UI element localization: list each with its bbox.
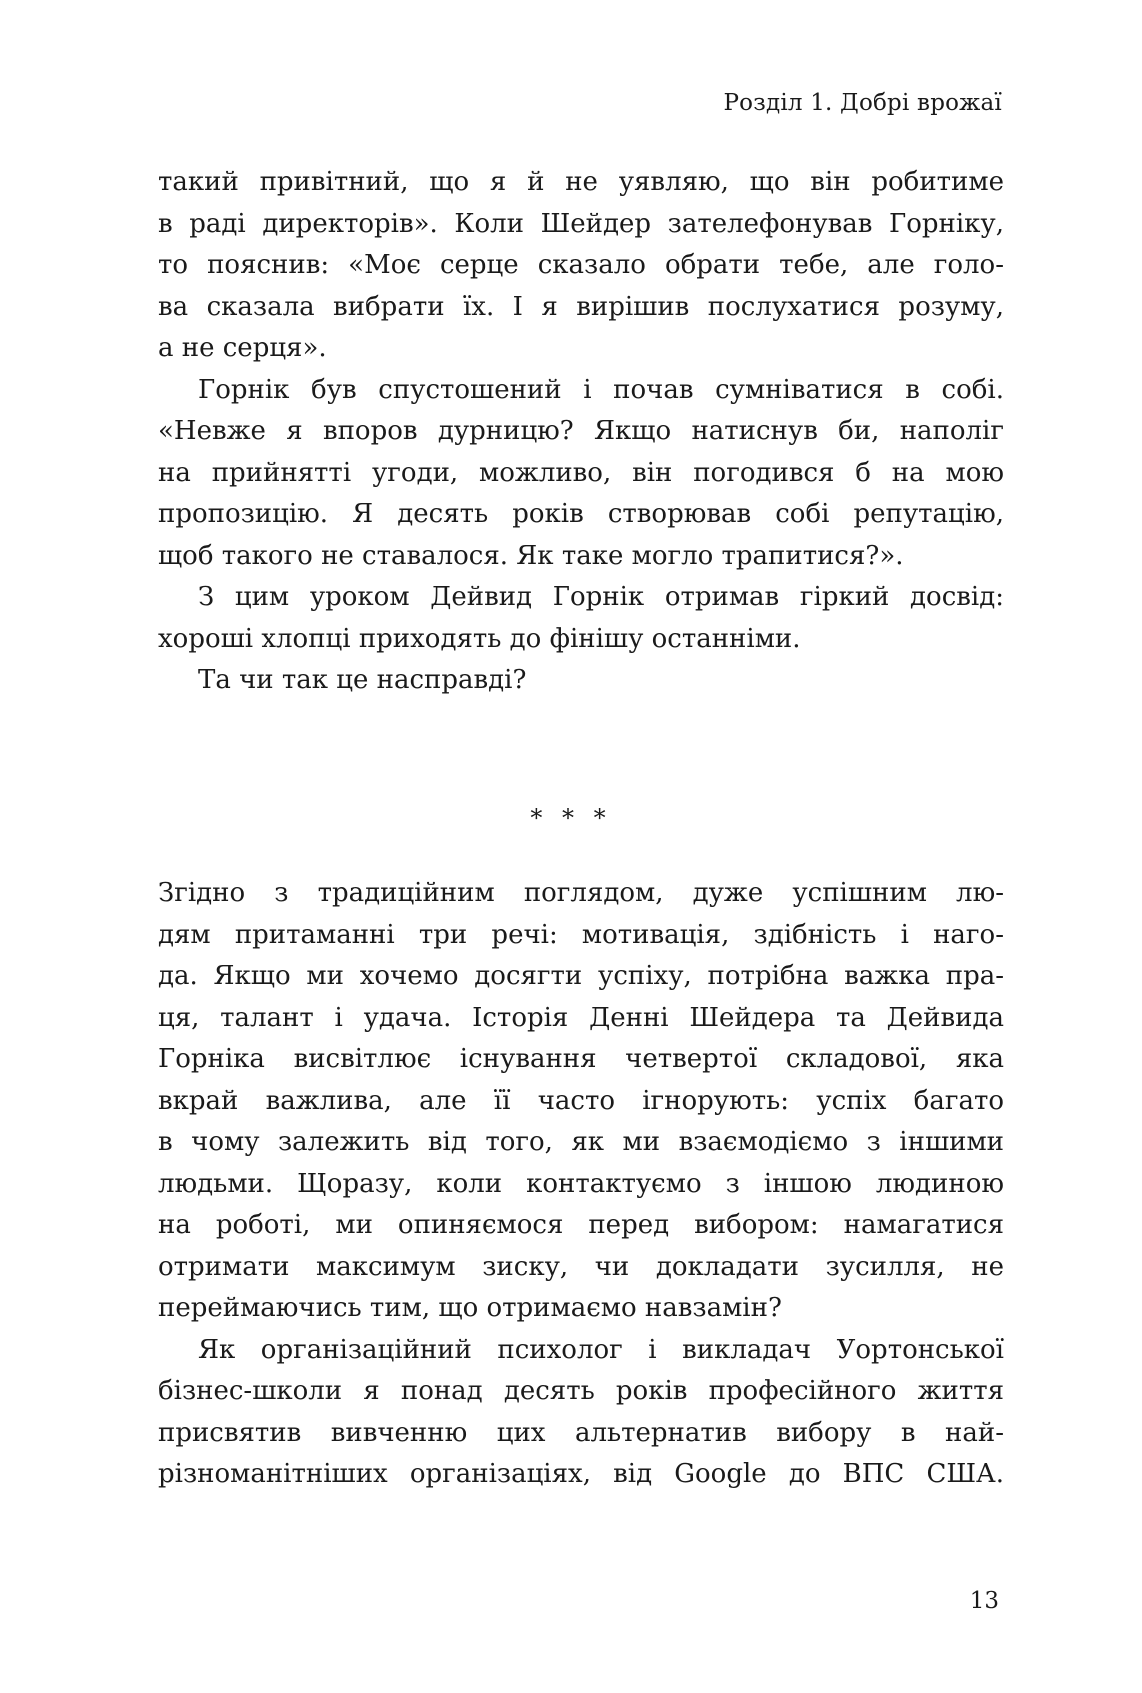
text-line: «Невже я впоров дурницю? Якщо натиснув би, наполіг xyxy=(158,416,1004,446)
text-line: Згідно з традиційним поглядом, дуже успішним лю- xyxy=(158,878,1004,908)
text-line: хороші хлопці приходять до фінішу останніми. xyxy=(158,623,801,654)
text-line: такий привітний, що я й не уявляю, що він робитиме xyxy=(158,167,1004,197)
text-line: ця, талант і удача. Історія Денні Шейдера та Дейвида xyxy=(158,1002,1004,1033)
text-line: різноманітніших організаціях, від Google до ВПС США. xyxy=(158,1459,1004,1489)
text-line: отримати максимум зиску, чи докладати зусилля, не xyxy=(158,1251,1004,1282)
text-line: присвятив вивченню цих альтернатив вибору в най- xyxy=(158,1417,1004,1448)
running-head: Розділ 1. Добрі врожаї xyxy=(723,90,1002,116)
text-block-top xyxy=(158,162,1004,702)
text-line: ва сказала вибрати їх. І я вирішив послухатися розуму, xyxy=(158,291,1004,322)
text-line: Горніка висвітлює існування четвертої складової, яка xyxy=(158,1044,1004,1074)
text-line: Як організаційний психолог і викладач Уортонської xyxy=(198,1334,1004,1365)
text-block-bottom xyxy=(158,873,1004,1496)
page-number: 13 xyxy=(969,1588,999,1614)
text-line: щоб такого не ставалося. Як таке могло трапитися?». xyxy=(158,540,904,571)
text-line: в чому залежить від того, як ми взаємодіємо з іншими xyxy=(158,1127,1004,1157)
text-line: да. Якщо ми хочемо досягти успіху, потрібна важка пра- xyxy=(158,961,1004,991)
text-line: то пояснив: «Моє серце сказало обрати тебе, але голо- xyxy=(158,250,1004,280)
text-line: вкрай важлива, але її часто ігнорують: успіх багато xyxy=(158,1085,1004,1116)
text-line: З цим уроком Дейвид Горнік отримав гіркий досвід: xyxy=(198,582,1004,612)
text-line: дям притаманні три речі: мотивація, здібність і наго- xyxy=(158,919,1004,950)
text-line: людьми. Щоразу, коли контактуємо з іншою людиною xyxy=(158,1168,1004,1199)
section-separator: * * * xyxy=(530,804,612,832)
text-line: Горнік був спустошений і почав сумніватися в собі. xyxy=(198,374,1004,405)
text-line: на роботі, ми опиняємося перед вибором: намагатися xyxy=(158,1210,1004,1240)
text-line: переймаючись тим, що отримаємо навзамін? xyxy=(158,1293,782,1323)
text-line: Та чи так це насправді? xyxy=(198,665,527,695)
text-line: пропозицію. Я десять років створював собі репутацію, xyxy=(158,499,1004,529)
text-line: бізнес-школи я понад десять років професійного життя xyxy=(158,1376,1004,1406)
text-line: а не серця». xyxy=(158,333,327,363)
text-line: в раді директорів». Коли Шейдер зателефонував Горніку, xyxy=(158,208,1004,239)
text-line: на прийнятті угоди, можливо, він погодився б на мою xyxy=(158,457,1004,488)
